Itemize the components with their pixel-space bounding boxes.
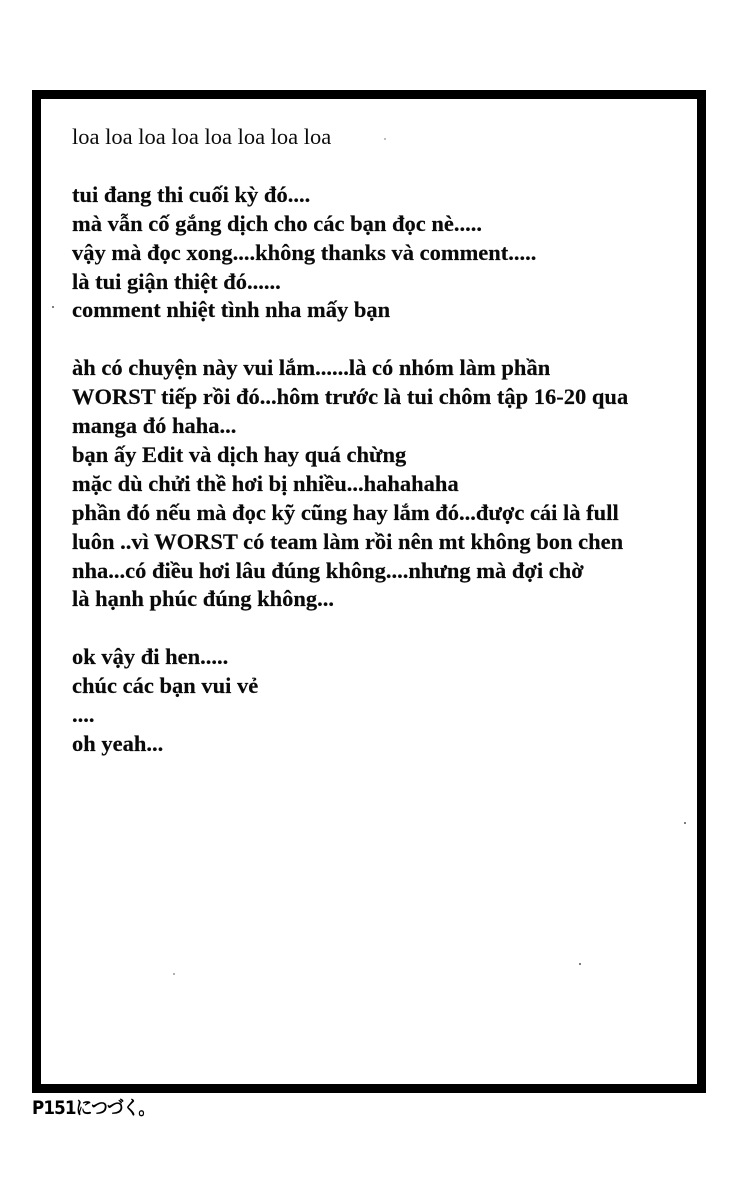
translator-note-frame — [32, 90, 706, 1093]
note-line: bạn ấy Edit và dịch hay quá chừng — [72, 442, 407, 468]
note-line: oh yeah... — [72, 731, 164, 757]
continuation-caption: P151につづく。 — [32, 1097, 155, 1119]
note-line: manga đó haha... — [72, 413, 237, 439]
note-title-line: loa loa loa loa loa loa loa loa — [72, 124, 332, 149]
note-line: là hạnh phúc đúng không... — [72, 586, 335, 612]
translator-note — [72, 123, 677, 759]
paragraph-gap — [72, 614, 677, 643]
note-line: .... — [72, 702, 95, 728]
note-line: àh có chuyện này vui lắm......là có nhóm làm phần — [72, 355, 551, 381]
note-line: chúc các bạn vui vẻ — [72, 673, 259, 699]
scan-speck — [384, 138, 386, 140]
scan-speck — [52, 306, 54, 308]
note-line: comment nhiệt tình nha mấy bạn — [72, 297, 391, 323]
note-line: mặc dù chửi thề hơi bị nhiều...hahahaha — [72, 470, 459, 496]
scan-speck — [579, 963, 581, 965]
note-line: là tui giận thiệt đó...... — [72, 268, 281, 294]
note-line: phần đó nếu mà đọc kỹ cũng hay lắm đó...được cái là full — [72, 499, 619, 525]
note-line: nha...có điều hơi lâu đúng không....nhưng mà đợi chờ — [72, 557, 584, 583]
note-line: ok vậy đi hen..... — [72, 644, 229, 670]
paragraph-gap — [72, 152, 677, 181]
scan-speck — [173, 973, 175, 975]
note-line: luôn ..vì WORST có team làm rồi nên mt không bon chen — [72, 528, 624, 554]
scan-speck — [684, 822, 686, 824]
note-line: tui đang thi cuối kỳ đó.... — [72, 181, 311, 207]
note-line: vậy mà đọc xong....không thanks và comment..... — [72, 239, 537, 265]
note-line: WORST tiếp rồi đó...hôm trước là tui chôm tập 16-20 qua — [72, 384, 629, 410]
paragraph-gap — [72, 325, 677, 354]
note-line: mà vẫn cố gắng dịch cho các bạn đọc nè..... — [72, 210, 483, 236]
